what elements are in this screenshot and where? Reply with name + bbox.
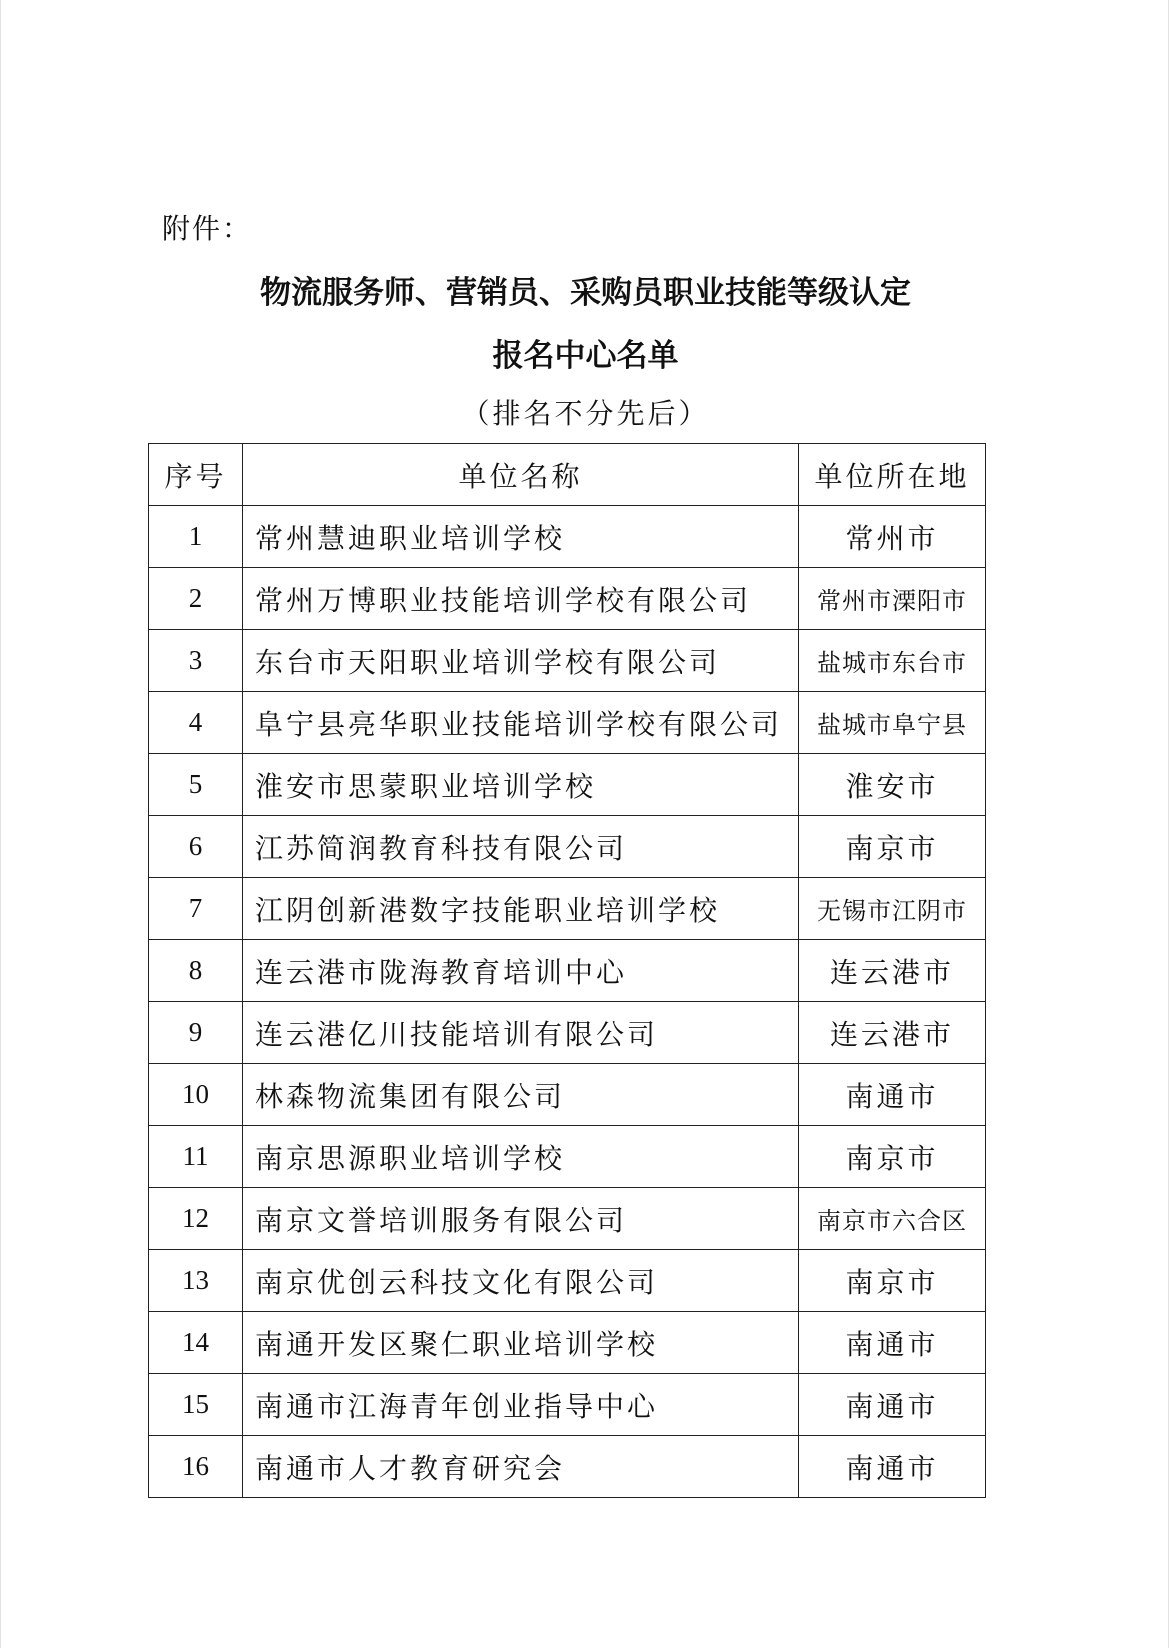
document-title: 物流服务师、营销员、采购员职业技能等级认定 bbox=[260, 275, 911, 311]
cell-serial-number: 12 bbox=[149, 1188, 243, 1250]
table-row bbox=[149, 1312, 986, 1374]
cell-serial-number: 11 bbox=[149, 1126, 243, 1188]
table-header-row bbox=[149, 444, 986, 506]
cell-unit-name: 南通开发区聚仁职业培训学校 bbox=[243, 1312, 799, 1374]
header-unit-name: 单位名称 bbox=[243, 444, 799, 506]
table-row bbox=[149, 506, 986, 568]
cell-serial-number: 4 bbox=[149, 692, 243, 754]
registration-center-table bbox=[148, 443, 986, 1498]
cell-unit-name: 连云港市陇海教育培训中心 bbox=[243, 940, 799, 1002]
table-row bbox=[149, 754, 986, 816]
header-serial-number: 序号 bbox=[149, 444, 243, 506]
table-row bbox=[149, 940, 986, 1002]
cell-unit-name: 常州慧迪职业培训学校 bbox=[243, 506, 799, 568]
cell-serial-number: 1 bbox=[149, 506, 243, 568]
cell-unit-location: 无锡市江阴市 bbox=[799, 878, 986, 940]
table-row bbox=[149, 878, 986, 940]
cell-unit-name: 南通市江海青年创业指导中心 bbox=[243, 1374, 799, 1436]
table-body bbox=[149, 506, 986, 1498]
table-row bbox=[149, 1188, 986, 1250]
table-row bbox=[149, 816, 986, 878]
header-unit-location: 单位所在地 bbox=[799, 444, 986, 506]
table-row bbox=[149, 1436, 986, 1498]
cell-unit-name: 南京思源职业培训学校 bbox=[243, 1126, 799, 1188]
table-row bbox=[149, 1374, 986, 1436]
cell-unit-name: 连云港亿川技能培训有限公司 bbox=[243, 1002, 799, 1064]
cell-unit-name: 常州万博职业技能培训学校有限公司 bbox=[243, 568, 799, 630]
table-row bbox=[149, 1250, 986, 1312]
cell-unit-location: 南通市 bbox=[799, 1374, 986, 1436]
table-row bbox=[149, 692, 986, 754]
cell-unit-name: 南京优创云科技文化有限公司 bbox=[243, 1250, 799, 1312]
table-row bbox=[149, 630, 986, 692]
cell-serial-number: 3 bbox=[149, 630, 243, 692]
cell-unit-location: 南京市 bbox=[799, 1250, 986, 1312]
cell-unit-name: 东台市天阳职业培训学校有限公司 bbox=[243, 630, 799, 692]
cell-unit-location: 盐城市东台市 bbox=[799, 630, 986, 692]
document-title-line-2: 报名中心名单 bbox=[492, 338, 679, 374]
cell-serial-number: 7 bbox=[149, 878, 243, 940]
cell-serial-number: 8 bbox=[149, 940, 243, 1002]
table-row bbox=[149, 1126, 986, 1188]
document-subtitle: （排名不分先后） bbox=[461, 397, 710, 430]
cell-unit-name: 南通市人才教育研究会 bbox=[243, 1436, 799, 1498]
cell-unit-location: 南京市 bbox=[799, 816, 986, 878]
cell-serial-number: 15 bbox=[149, 1374, 243, 1436]
cell-unit-name: 阜宁县亮华职业技能培训学校有限公司 bbox=[243, 692, 799, 754]
cell-unit-location: 淮安市 bbox=[799, 754, 986, 816]
cell-unit-location: 连云港市 bbox=[799, 1002, 986, 1064]
cell-unit-name: 江阴创新港数字技能职业培训学校 bbox=[243, 878, 799, 940]
cell-serial-number: 2 bbox=[149, 568, 243, 630]
cell-serial-number: 13 bbox=[149, 1250, 243, 1312]
cell-unit-location: 南京市六合区 bbox=[799, 1188, 986, 1250]
cell-unit-location: 南通市 bbox=[799, 1312, 986, 1374]
table-row bbox=[149, 1002, 986, 1064]
cell-serial-number: 14 bbox=[149, 1312, 243, 1374]
attachment-label: 附件： bbox=[162, 212, 253, 245]
cell-serial-number: 9 bbox=[149, 1002, 243, 1064]
cell-unit-name: 江苏简润教育科技有限公司 bbox=[243, 816, 799, 878]
cell-unit-location: 南京市 bbox=[799, 1126, 986, 1188]
table-row bbox=[149, 568, 986, 630]
cell-serial-number: 16 bbox=[149, 1436, 243, 1498]
cell-unit-location: 盐城市阜宁县 bbox=[799, 692, 986, 754]
cell-unit-name: 南京文誉培训服务有限公司 bbox=[243, 1188, 799, 1250]
cell-unit-name: 林森物流集团有限公司 bbox=[243, 1064, 799, 1126]
cell-serial-number: 10 bbox=[149, 1064, 243, 1126]
cell-serial-number: 6 bbox=[149, 816, 243, 878]
cell-unit-name: 淮安市思蒙职业培训学校 bbox=[243, 754, 799, 816]
table-row bbox=[149, 1064, 986, 1126]
cell-serial-number: 5 bbox=[149, 754, 243, 816]
cell-unit-location: 南通市 bbox=[799, 1436, 986, 1498]
cell-unit-location: 常州市 bbox=[799, 506, 986, 568]
cell-unit-location: 连云港市 bbox=[799, 940, 986, 1002]
cell-unit-location: 南通市 bbox=[799, 1064, 986, 1126]
cell-unit-location: 常州市溧阳市 bbox=[799, 568, 986, 630]
